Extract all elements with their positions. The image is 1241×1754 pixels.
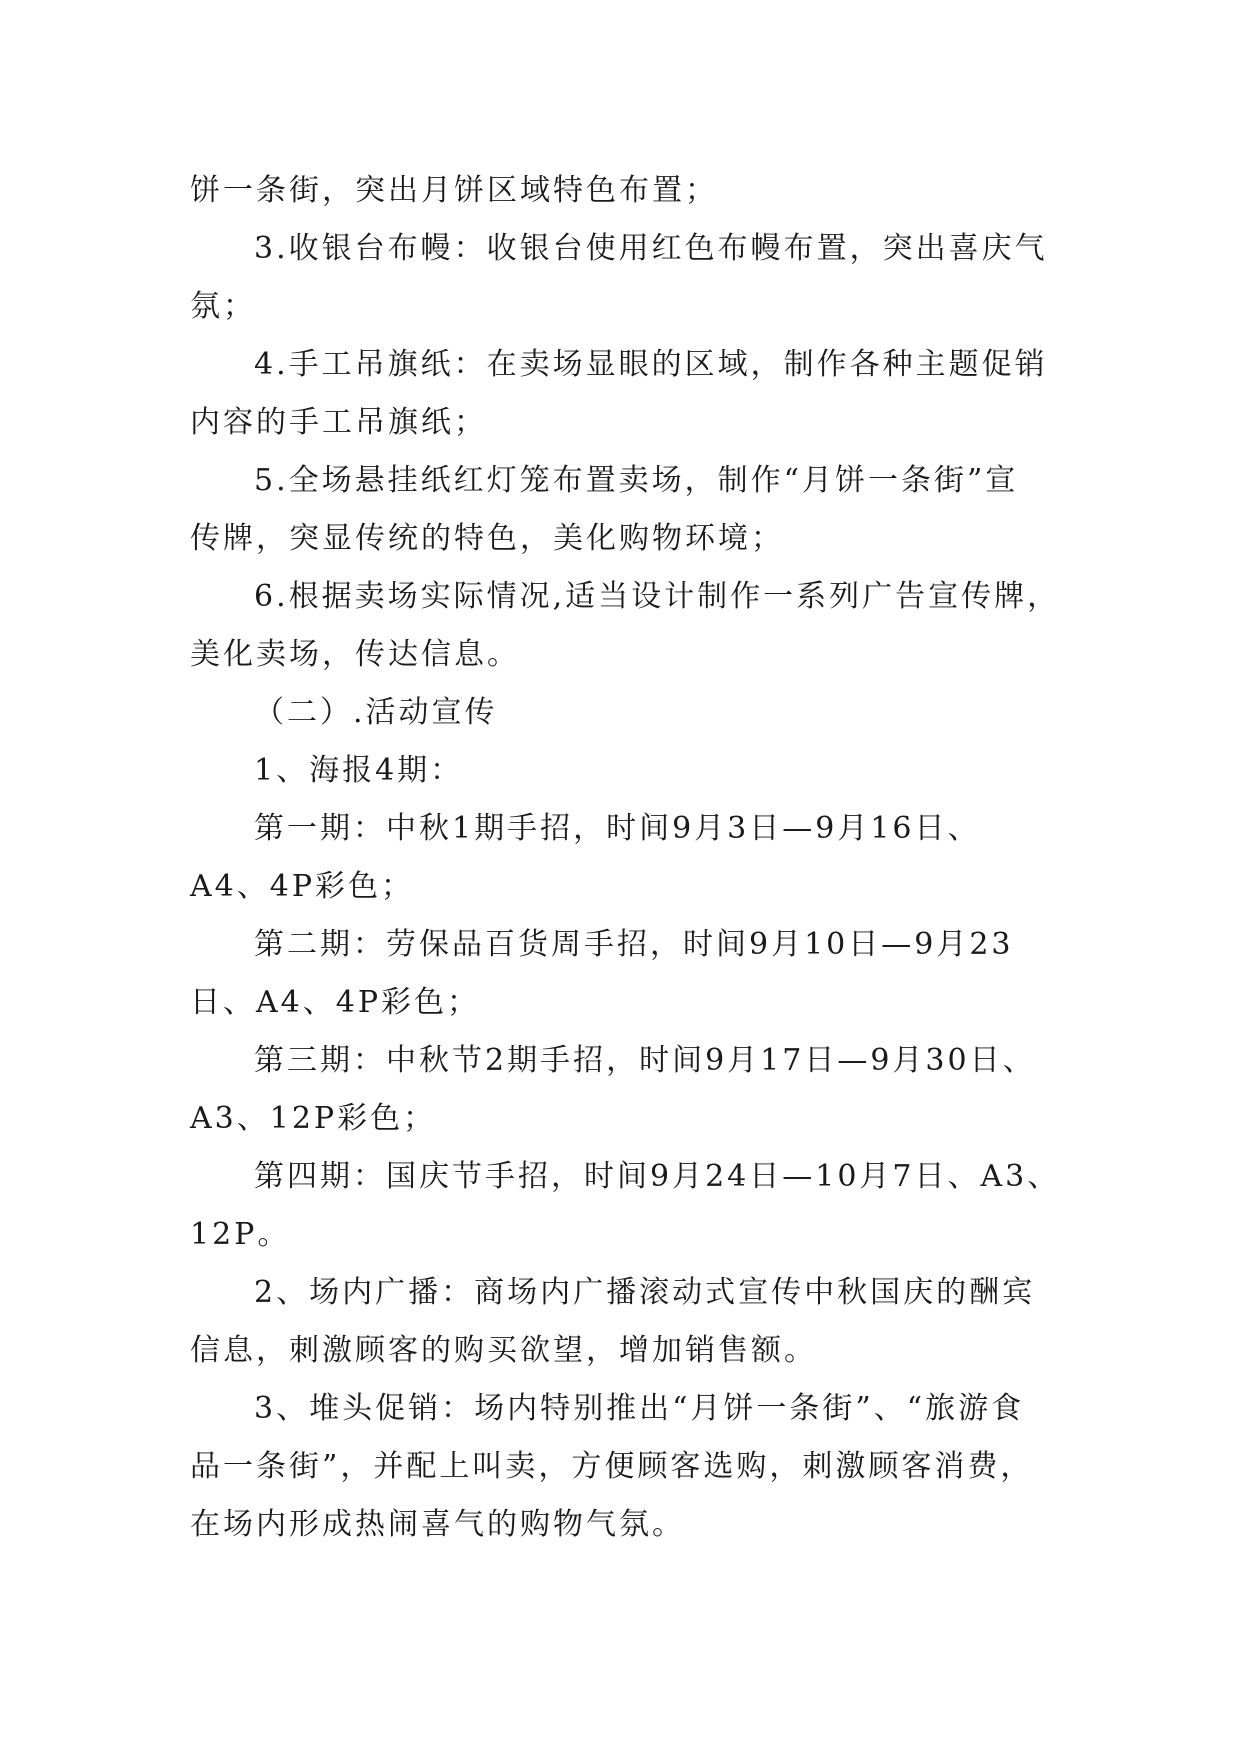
document-body <box>190 162 1070 1554</box>
text-line: A4、4P彩色； <box>190 869 415 904</box>
section-heading: （二）.活动宣传 <box>254 695 498 730</box>
text-line: 第二期：劳保品百货周手招，时间9月10日—9月23 <box>254 927 1014 962</box>
text-line: 饼一条街，突出月饼区域特色布置； <box>190 173 718 208</box>
text-line: A3、12P彩色； <box>190 1101 437 1136</box>
text-line: 氛； <box>190 289 256 324</box>
text-line: 日、A4、4P彩色； <box>190 985 481 1020</box>
text-line: 第四期：国庆节手招，时间9月24日—10月7日、A3、 <box>254 1159 1061 1194</box>
text-line: 传牌，突显传统的特色，美化购物环境； <box>190 521 784 556</box>
text-line: 信息，刺激顾客的购买欲望，增加销售额。 <box>190 1333 817 1368</box>
text-line: 内容的手工吊旗纸； <box>190 405 487 440</box>
text-line: 第三期：中秋节2期手招，时间9月17日—9月30日、 <box>254 1043 1036 1078</box>
text-line: 3、堆头促销：场内特别推出“月饼一条街”、“旅游食 <box>254 1391 1025 1426</box>
text-line: 3.收银台布幔：收银台使用红色布幔布置，突出喜庆气 <box>254 231 1048 266</box>
text-line: 12P。 <box>190 1217 291 1252</box>
text-line: 4.手工吊旗纸：在卖场显眼的区域，制作各种主题促销 <box>254 347 1048 382</box>
text-line: 第一期：中秋1期手招，时间9月3日—9月16日、 <box>254 811 981 846</box>
text-line: 1、海报4期： <box>254 753 464 788</box>
text-line: 2、场内广播：商场内广播滚动式宣传中秋国庆的酬宾 <box>254 1275 1036 1310</box>
text-line: 美化卖场，传达信息。 <box>190 637 520 672</box>
text-line: 6.根据卖场实际情况,适当设计制作一系列广告宣传牌， <box>254 579 1061 614</box>
text-line: 品一条街”，并配上叫卖，方便顾客选购，刺激顾客消费， <box>190 1449 1034 1484</box>
text-line: 5.全场悬挂纸红灯笼布置卖场，制作“月饼一条街”宣 <box>254 463 1019 498</box>
text-line: 在场内形成热闹喜气的购物气氛。 <box>190 1507 685 1542</box>
